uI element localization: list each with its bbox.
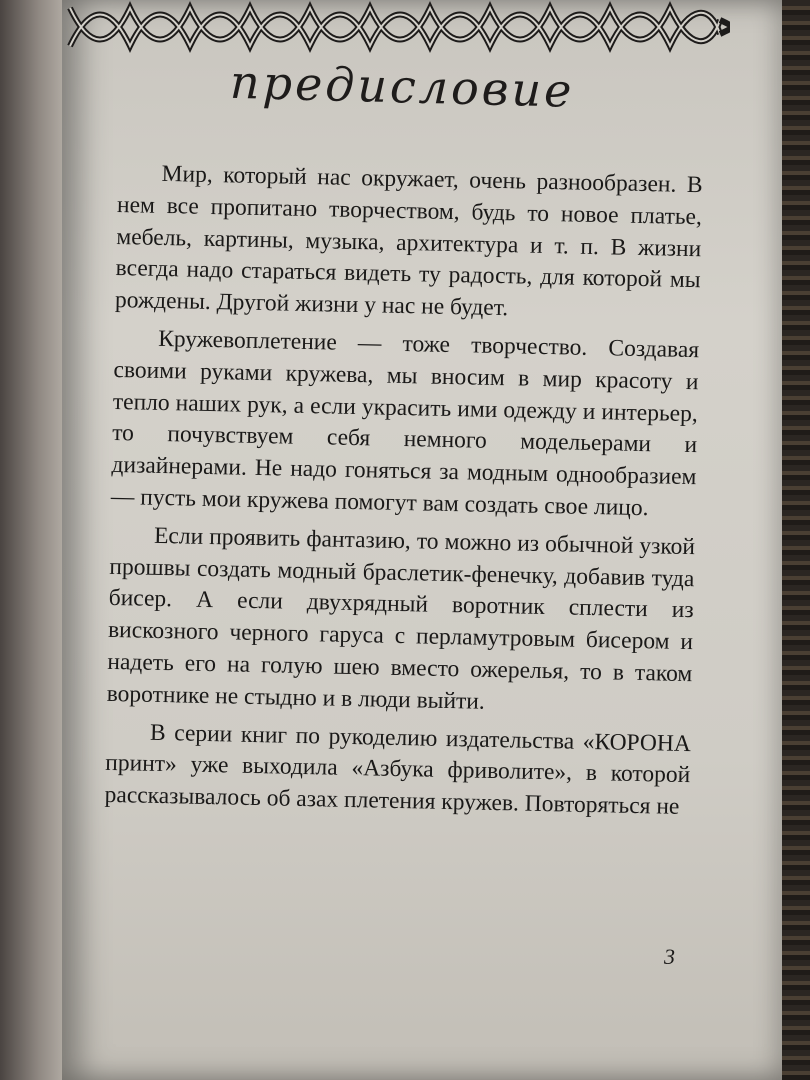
chapter-heading: предисловие <box>229 54 576 118</box>
paragraph: Если проявить фантазию, то можно из обычной узкой прошвы создать модный браслетик-фенечку, добавив туда бисер. А если двухрядный воротник сплести из вискозного черного гаруса с перламутровым бисером и надеть его на голую шею вместо ожерелья, то в таком воротнике не стыдно и в люди выйти. <box>106 522 696 715</box>
paragraph: В серии книг по рукоделию издательства «КОРОНА принт» уже выходила «Азбука фриволите», в которой рассказывалось об азах плетения кружев. Повторяться не <box>104 719 692 821</box>
body-text <box>104 158 703 830</box>
paragraph: Мир, который нас окружает, очень разнообразен. В нем все пропитано творчеством, будь то новое платье, мебель, картины, музыка, архитектура и т. п. В жизни всегда надо стараться видеть ту радость, для которой мы рождены. Другой жизни у нас не будет. <box>114 160 703 322</box>
paragraph: Кружевоплетение — тоже творчество. Создавая своими руками кружева, мы вносим в мир красоту и тепло наших рук, а если украсить ими одежду и интерьер, то почувствуем себя немного модельерами и дизайнерами. Не надо гоняться за модным однообразием — пусть мои кружева помогут вам создать свое лицо. <box>110 325 700 522</box>
celtic-knot-border <box>60 0 730 54</box>
page-number: 3 <box>664 944 675 969</box>
book-spine <box>0 0 70 1080</box>
background-fabric <box>782 0 810 1080</box>
